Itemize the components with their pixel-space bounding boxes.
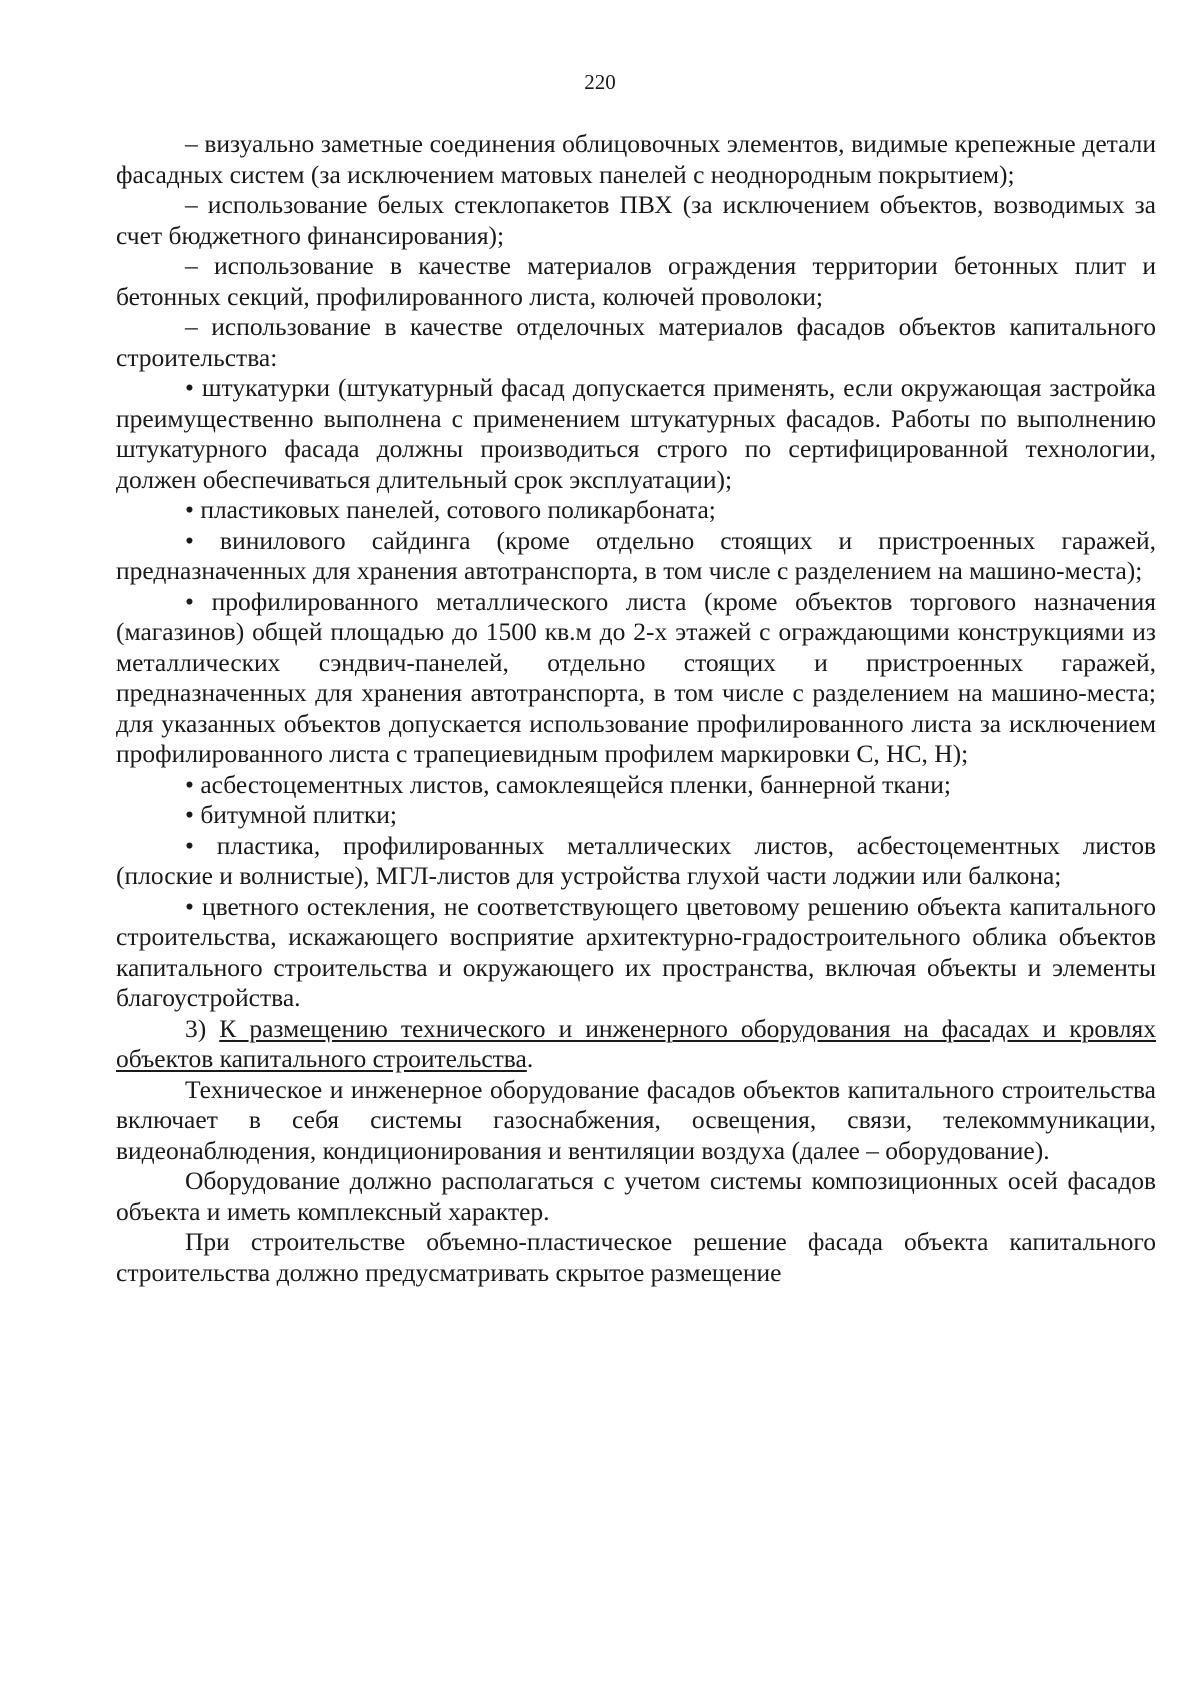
section-heading-end: . [526, 1044, 534, 1073]
bullet-item: • пластиковых панелей, сотового поликарбоната; [116, 495, 1156, 526]
bullet-item: • винилового сайдинга (кроме отдельно стоящих и пристроенных гаражей, предназначенных для хранения автотранспорта, в том числе с разделением на машино-места); [116, 526, 1156, 587]
bullet-item: • битумной плитки; [116, 800, 1156, 831]
dash-item: – использование в качестве отделочных материалов фасадов объектов капитального строительства: [116, 312, 1156, 373]
bullet-item: • асбестоцементных листов, самоклеящейся пленки, баннерной ткани; [116, 770, 1156, 801]
dash-item: – использование белых стеклопакетов ПВХ (за исключением объектов, возводимых за счет бюджетного финансирования); [116, 190, 1156, 251]
section-number: 3) [185, 1013, 207, 1043]
bullet-item: • профилированного металлического листа (кроме объектов торгового назначения (магазинов) общей площадью до 1500 кв.м до 2-х этажей с ограждающими конструкциями из металлических сэндвич-панелей, отдельно стоящих и пристроенных гаражей, предназначенных для хранения автотранспорта, в том числе с разделением на машино-места; для указанных объектов допускается использование профилированного листа за исключением профилированного листа с трапециевидным профилем маркировки С, НС, Н); [116, 587, 1156, 770]
bullet-item: • цветного остекления, не соответствующего цветовому решению объекта капитального строительства, искажающего восприятие архитектурно-градостроительного облика объектов капитального строительства и окружающего их пространства, включая объекты и элементы благоустройства. [116, 892, 1156, 1014]
bullet-item: • штукатурки (штукатурный фасад допускается применять, если окружающая застройка преимущественно выполнена с применением штукатурных фасадов. Работы по выполнению штукатурного фасада должны производиться строго по сертифицированной технологии, должен обеспечиваться длительный срок эксплуатации); [116, 373, 1156, 495]
page-number: 220 [584, 70, 616, 94]
body-paragraph: Техническое и инженерное оборудование фасадов объектов капитального строительства включает в себя системы газоснабжения, освещения, связи, телекоммуникации, видеонаблюдения, кондиционирования и вентиляции воздуха (далее – оборудование). [116, 1074, 1156, 1165]
section-heading-text: К размещению технического и инженерного оборудования на фасадах и кровлях объектов капитального строительства [116, 1013, 1156, 1073]
body-paragraph: Оборудование должно располагаться с учетом системы композиционных осей фасадов объекта и иметь комплексный характер. [116, 1166, 1156, 1226]
section-heading [116, 1014, 1156, 1075]
dash-item: – использование в качестве материалов ограждения территории бетонных плит и бетонных секций, профилированного листа, колючей проволоки; [116, 251, 1156, 312]
dash-item: – визуально заметные соединения облицовочных элементов, видимые крепежные детали фасадных систем (за исключением матовых панелей с неоднородным покрытием); [116, 129, 1156, 190]
bullet-item: • пластика, профилированных металлических листов, асбестоцементных листов (плоские и волнистые), МГЛ-листов для устройства глухой части лоджии или балкона; [116, 831, 1156, 892]
page-body [116, 129, 1156, 1288]
body-paragraph: При строительстве объемно-пластическое решение фасада объекта капитального строительства должно предусматривать скрытое размещение [116, 1227, 1156, 1287]
